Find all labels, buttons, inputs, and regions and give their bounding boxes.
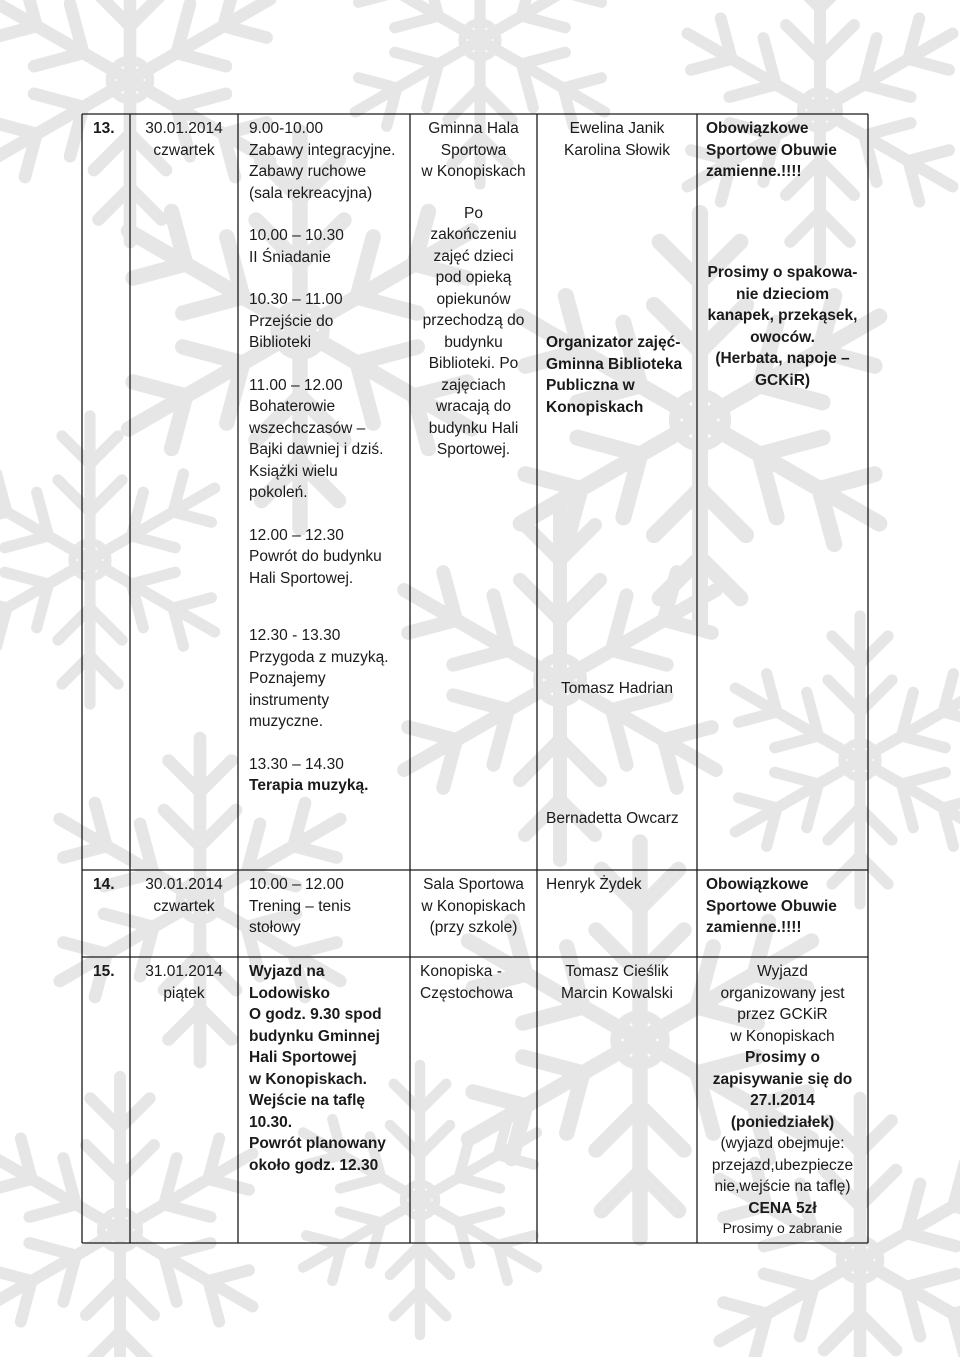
row-14-notes: Obowiązkowe Sportowe Obuwie zamienne.!!!! — [706, 876, 837, 936]
row-14-people: Henryk Żydek — [546, 876, 642, 893]
schedule-block: 9.00-10.00 Zabawy integracyjne. Zabawy ruchowe (sala rekreacyjna) — [249, 120, 396, 202]
row-13-music-leader: Tomasz Hadrian — [561, 680, 673, 697]
schedule-block: 10.00 – 10.30 II Śniadanie — [249, 227, 344, 266]
schedule-block: 12.00 – 12.30 Powrót do budynku Hali Sportowej. — [249, 526, 382, 587]
row-15-people: Tomasz Cieślik Marcin Kowalski — [561, 963, 673, 1002]
row-15-notes: Wyjazd organizowany jest przez GCKiR w Konopiskach Prosimy o zapisywanie się do 27.I.2014 (poniedziałek) (wyjazd obejmuje: przejazd,ubezpiecze nie,wejście na taflę) CENA 5zł Prosimy o zabranie — [711, 963, 854, 1236]
schedule-block: 12.30 - 13.30 Przygoda z muzyką. Poznajemy instrumenty muzyczne. — [249, 627, 389, 730]
row-15-date: 31.01.2014 piątek — [145, 963, 223, 1002]
row-13-date: 30.01.2014 czwartek — [145, 120, 223, 159]
row-13-organizer: Organizator zajęć- Gminna Biblioteka Publiczna w Konopiskach — [546, 334, 683, 416]
schedule-block: 11.00 – 12.00 Bohaterowie wszechczasów – Bajki dawniej i dziś. Książki wielu pokoleń. — [249, 376, 384, 501]
schedule-block: 10.30 – 11.00 Przejście do Biblioteki — [249, 291, 343, 351]
row-13-therapy-leader: Bernadetta Owcarz — [546, 810, 679, 827]
row-14-date: 30.01.2014 czwartek — [145, 876, 223, 915]
row-13-number: 13. — [93, 120, 115, 137]
row-14-schedule: 10.00 – 12.00 Trening – tenis stołowy — [249, 876, 351, 936]
row-15-place: Konopiska - Częstochowa — [420, 963, 514, 1002]
row-15-number: 15. — [93, 963, 115, 980]
schedule-block: 13.30 – 14.30 Terapia muzyką. — [249, 755, 369, 794]
row-14-number: 14. — [93, 876, 115, 893]
row-15-schedule: Wyjazd na Lodowisko O godz. 9.30 spod budynku Gminnej Hali Sportowej w Konopiskach. Wejście na taflę 10.30. Powrót planowany około godz. 12.30 — [249, 963, 386, 1174]
row-13-schedule — [249, 118, 407, 797]
row-13-place: Gminna Hala Sportowa w Konopiskach Po zakończeniu zajęć dzieci pod opieką opiekunów przechodzą do budynku Biblioteki. Po zajęciach wracają do budynku Hali Sportowej. — [421, 120, 526, 458]
row-13-people-top: Ewelina Janik Karolina Słowik — [564, 120, 670, 159]
row-14-place: Sala Sportowa w Konopiskach (przy szkole) — [421, 876, 526, 936]
row-13-notes-top: Obowiązkowe Sportowe Obuwie zamienne.!!!! — [706, 120, 837, 180]
row-13-notes-bottom: Prosimy o spakowa- nie dzieciom kanapek, przekąsek, owoców. (Herbata, napoje – GCKiR) — [707, 264, 858, 389]
